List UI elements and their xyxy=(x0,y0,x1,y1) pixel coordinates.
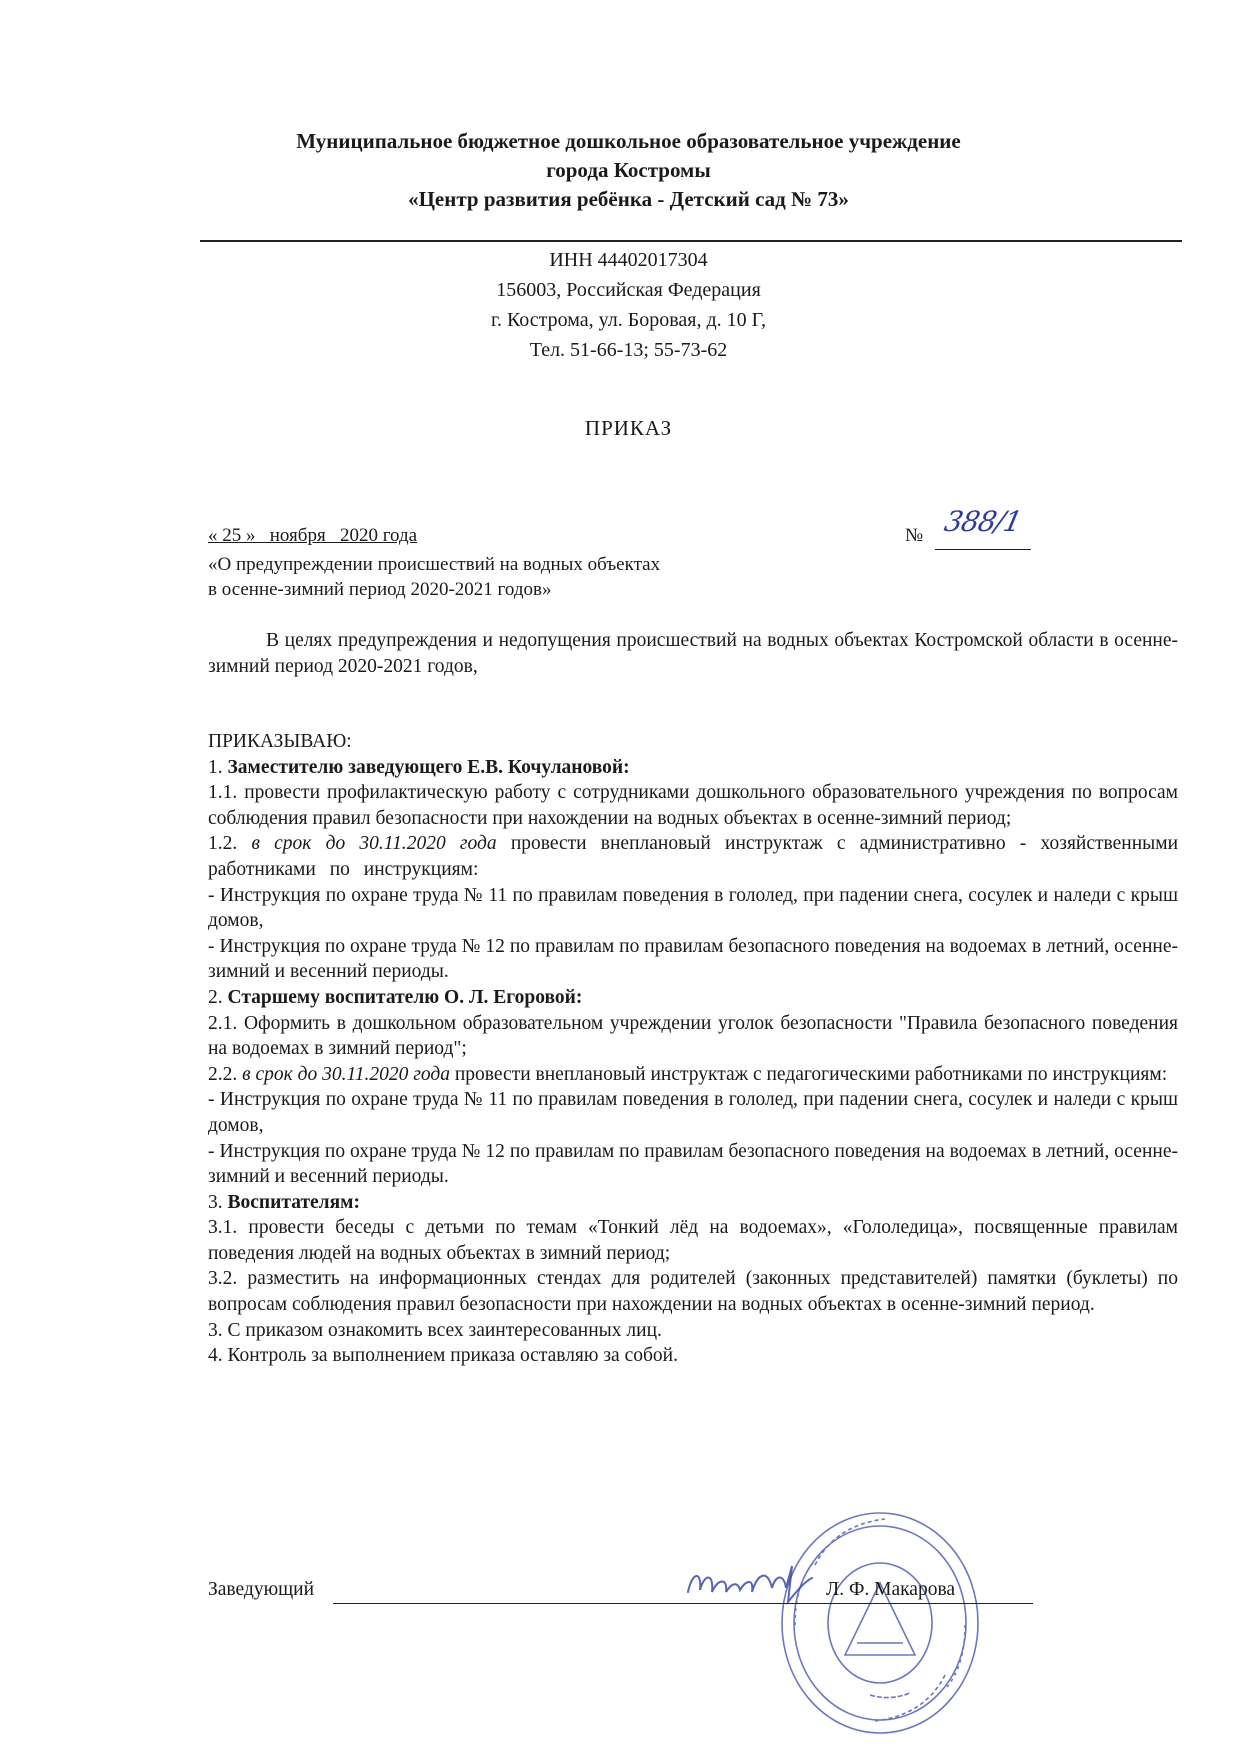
phone-line: Тел. 51-66-13; 55-73-62 xyxy=(529,339,728,361)
item-text: провести внеплановый инструктаж с педагогическими работниками по инструкциям: xyxy=(454,1063,1168,1085)
order-body xyxy=(208,729,1178,1369)
round-seal-icon xyxy=(775,1505,985,1740)
item-3-1: 3.1. провести беседы с детьми по темам «Тонкий лёд на водоемах», «Гололедица», посвященные правилам поведения людей на водных объектах в зимний период; xyxy=(208,1217,1178,1264)
section-2-heading xyxy=(208,985,1178,1011)
section-number: 2. xyxy=(208,986,223,1008)
control-clause: 4. Контроль за выполнением приказа оставляю за собой. xyxy=(208,1345,678,1367)
preamble: В целях предупреждения и недопущения происшествий на водных объектах Костромской области в осенне-зимний период 2020-2021 годов, xyxy=(208,630,1178,677)
postal-line: 156003, Российская Федерация xyxy=(496,279,761,301)
address-line: г. Кострома, ул. Боровая, д. 10 Г, xyxy=(491,309,766,331)
header-line-3: «Центр развития ребёнка - Детский сад № 73» xyxy=(408,187,849,211)
item-2-2 xyxy=(208,1062,1178,1088)
number-underline xyxy=(935,549,1031,550)
number-label: № xyxy=(905,525,924,546)
signature-block xyxy=(208,1579,1108,1619)
section-3-title: Воспитателям: xyxy=(227,1191,360,1213)
item-1-2-instruction-2: - Инструкция по охране труда № 12 по правилам по правилам безопасного поведения на водоемах в летний, осенне-зимний и весенний периоды. xyxy=(208,935,1178,983)
contact-block xyxy=(0,245,1257,365)
handwritten-number: 388/1 xyxy=(941,505,1025,538)
item-1-1: 1.1. провести профилактическую работу с сотрудниками дошкольного образовательного учреждения по вопросам соблюдения правил безопасности при нахождении на водных объектах в осенне-зимний период; xyxy=(208,782,1178,829)
subject-line-1: «О предупреждении происшествий на водных объектах xyxy=(208,554,661,575)
section-2-title: Старшему воспитателю О. Л. Егоровой: xyxy=(227,986,583,1008)
signature-line xyxy=(333,1603,1033,1604)
inn: ИНН 44402017304 xyxy=(549,249,708,271)
header-line-2: города Костромы xyxy=(546,158,711,182)
item-number: 1.2. xyxy=(208,833,238,855)
item-1-2-instruction-1: - Инструкция по охране труда № 11 по правилам поведения в гололед, при падении снега, сосулек и наледи с крыш домов, xyxy=(208,884,1178,932)
section-number: 3. xyxy=(208,1191,223,1213)
order-date: « 25 » ноября 2020 года xyxy=(208,525,418,546)
item-3-2: 3.2. разместить на информационных стендах для родителей (законных представителей) памятки (буклеты) по вопросам соблюдения правил безопасности при нахождении на водных объектах в осенне-зимний период. xyxy=(208,1268,1178,1316)
section-number: 1. xyxy=(208,756,223,778)
item-text: провести внеплановый инструктаж с административно - хозяйственными работниками по инструкциям: xyxy=(208,833,1179,880)
signer-title: Заведующий xyxy=(208,1579,315,1600)
header-divider xyxy=(200,240,1182,242)
deadline: в срок до 30.11.2020 года xyxy=(242,1063,450,1085)
document-type: ПРИКАЗ xyxy=(584,416,673,440)
order-subject xyxy=(208,552,660,602)
subject-line-2: в осенне-зимний период 2020-2021 годов» xyxy=(208,579,552,600)
signer-name: Л. Ф. Макарова xyxy=(826,1579,956,1600)
section-1-heading xyxy=(208,755,1178,781)
item-2-2-instruction-1: - Инструкция по охране труда № 11 по правилам поведения в гололед, при падении снега, сосулек и наледи с крыш домов, xyxy=(208,1089,1178,1136)
acquaint-clause: 3. С приказом ознакомить всех заинтересованных лиц. xyxy=(208,1319,662,1341)
order-number xyxy=(905,505,1105,553)
item-1-2 xyxy=(208,831,1178,882)
deadline: в срок до 30.11.2020 года xyxy=(251,833,497,855)
item-2-1: 2.1. Оформить в дошкольном образовательном учреждении уголок безопасности "Правила безопасного поведения на водоемах в зимний период"; xyxy=(208,1012,1178,1060)
header-line-1: Муниципальное бюджетное дошкольное образовательное учреждение xyxy=(296,129,961,153)
item-number: 2.2. xyxy=(208,1063,238,1085)
item-2-2-instruction-2: - Инструкция по охране труда № 12 по правилам по правилам безопасного поведения на водоемах в летний, осенне-зимний и весенний периоды. xyxy=(208,1140,1178,1188)
section-1-title: Заместителю заведующего Е.В. Кочулановой: xyxy=(227,756,630,778)
order-word: ПРИКАЗЫВАЮ: xyxy=(208,731,352,752)
institution-header xyxy=(0,127,1257,214)
section-3-heading xyxy=(208,1190,1178,1216)
